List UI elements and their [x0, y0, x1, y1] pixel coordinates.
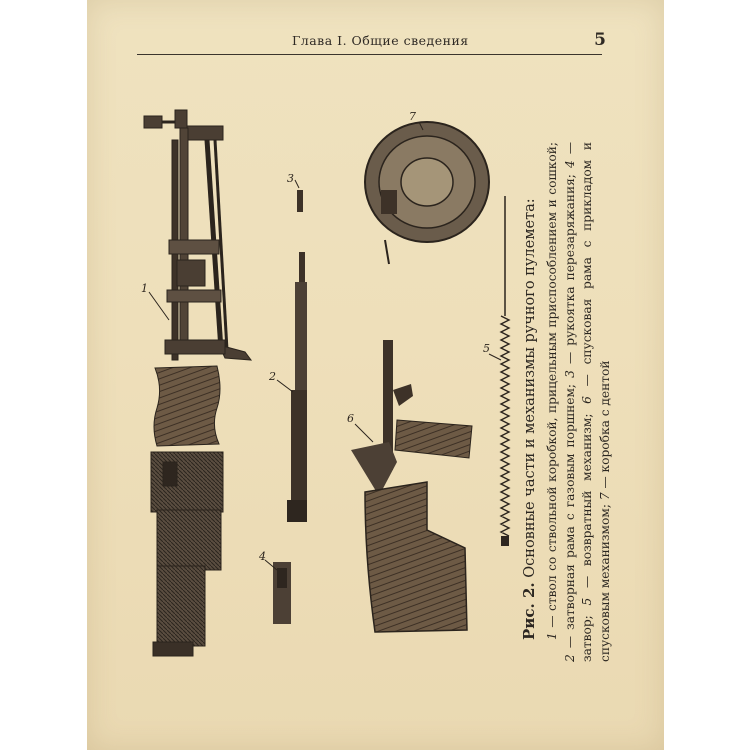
page-header: [137, 30, 606, 55]
legend-num-7: 7: [597, 492, 612, 501]
figure-caption: [520, 142, 632, 662]
callout-5: 5: [483, 342, 490, 355]
legend-num-2: 2: [562, 654, 577, 662]
callout-3: 3: [287, 172, 294, 185]
callout-7: 7: [409, 110, 416, 123]
part-2-bolt-carrier: [277, 252, 307, 522]
part-6-trigger-frame-stock: [351, 340, 472, 632]
legend-text-3: — рукоятка перезаряжания;: [562, 168, 577, 371]
legend-text-4: — затвор;: [562, 141, 594, 662]
part-5-return-spring: [489, 196, 509, 546]
part-1-barrel-receiver: [144, 110, 251, 656]
legend-text-7: — коробка с дентой: [597, 360, 612, 493]
caption-title: Основные части и механизмы ручного пулемета:: [522, 198, 538, 578]
legend-num-1: 1: [545, 632, 559, 640]
legend-num-5: 5: [580, 597, 594, 606]
callout-6: 6: [347, 412, 354, 425]
part-3-cocking-handle: [295, 180, 303, 212]
caption-label: Рис. 2.: [520, 582, 538, 640]
part-7-drum-magazine: [365, 122, 489, 264]
legend-num-4: 4: [562, 160, 577, 169]
machine-gun-parts-illustration: [127, 90, 517, 670]
legend-text-5: — возвратный механизм;: [580, 403, 594, 598]
callout-2: 2: [269, 370, 276, 383]
callout-1: 1: [141, 282, 148, 295]
legend-num-6: 6: [580, 396, 594, 404]
page-number: 5: [594, 30, 606, 50]
legend-text-6: — спусковая рама с прикладом и спусковым механизмом;: [580, 142, 612, 662]
callout-4: 4: [259, 550, 266, 563]
legend-text-1: — ствол со ствольной коробкой, прицельным приспособлением и сошкой;: [545, 142, 559, 633]
legend-num-3: 3: [562, 370, 577, 378]
running-head: Глава I. Общие сведения: [292, 33, 469, 48]
caption-legend: [544, 142, 614, 662]
legend-text-2: — затворная рама с газовым поршнем;: [562, 377, 577, 655]
part-4-bolt: [265, 560, 291, 624]
caption-title-line: [520, 142, 540, 640]
book-page: [87, 0, 664, 750]
